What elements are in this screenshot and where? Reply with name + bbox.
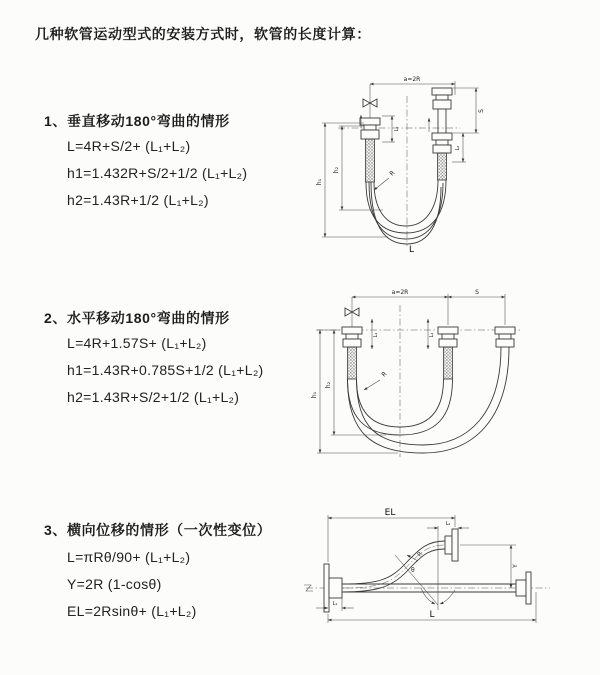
dim-label-s: S <box>478 109 485 113</box>
diagram-vertical-180 <box>308 70 553 255</box>
dim-label-l1: L₁ <box>394 126 400 132</box>
dim-label-theta: θ <box>411 567 415 574</box>
section-2-formula-h1: h1=1.43R+0.785S+1/2 (L₁+L₂) <box>67 362 264 378</box>
dim-label-a2r: a=2R <box>391 289 409 296</box>
dim-label-h2: h₂ <box>325 381 332 389</box>
dim-stroke <box>453 88 485 133</box>
valve-icon <box>363 84 377 118</box>
dim-y <box>460 545 519 588</box>
dim-label-l1: L₁ <box>373 332 379 338</box>
dim-l1 <box>372 319 379 349</box>
section-1-formula-h2: h2=1.43R+1/2 (L₁+L₂) <box>67 192 209 208</box>
dim-label-length: L <box>409 245 415 255</box>
dim-label-r: R <box>388 169 397 178</box>
right-fitting-moved <box>495 327 515 347</box>
valve-icon <box>345 297 359 327</box>
left-fitting <box>342 327 362 347</box>
diagram-horizontal-180 <box>306 283 541 463</box>
section-2-formula-L: L=4R+1.57S+ (L₁+L₂) <box>67 335 207 351</box>
braided-hose-left <box>366 139 375 182</box>
braided-hose-left <box>348 347 357 379</box>
right-fitting-lower <box>432 133 452 153</box>
hose-curves <box>348 347 510 453</box>
dim-l2 <box>428 319 435 349</box>
braided-hose-middle <box>444 347 453 379</box>
dim-label-l2: L₂ <box>455 145 461 151</box>
dim-radius <box>374 170 396 190</box>
right-flange <box>516 572 531 604</box>
dim-length <box>328 592 536 623</box>
section-3-heading: 3、横向位移的情形（一次性变位） <box>44 522 272 538</box>
dim-el <box>328 508 455 562</box>
dim-l1 <box>316 598 354 611</box>
section-1-formula-h1: h1=1.432R+S/2+1/2 (L₁+L₂) <box>67 165 248 181</box>
dim-label-s: S <box>475 289 479 296</box>
page-title: 几种软管运动型式的安装方式时，软管的长度计算： <box>35 26 371 42</box>
left-fitting <box>360 118 380 139</box>
section-3-formula-EL: EL=2Rsinθ+ (L₁+L₂) <box>67 603 197 619</box>
section-2-formula-h2: h2=1.43R+S/2+1/2 (L₁+L₂) <box>67 389 240 405</box>
section-1-formula-L: L=4R+S/2+ (L₁+L₂) <box>67 138 191 154</box>
section-3-formula-L: L=πRθ/90+ (L₁+L₂) <box>67 549 191 565</box>
diagram-lateral-displacement <box>298 500 590 658</box>
dim-label-a2r: a=2R <box>403 76 421 83</box>
dim-l1 <box>382 116 400 142</box>
dim-label-l2: L₂ <box>445 521 451 527</box>
dim-label-el: EL <box>384 508 396 518</box>
right-fitting-upper <box>432 88 452 133</box>
upper-flange <box>445 529 458 561</box>
dim-label-y: Y <box>512 564 519 568</box>
hose-curves <box>366 180 446 244</box>
section-3-formula-Y: Y=2R (1-cosθ) <box>67 576 162 592</box>
middle-fitting <box>438 327 458 347</box>
dim-span <box>352 289 505 325</box>
dim-label-h1: h₁ <box>311 391 318 399</box>
dim-l2 <box>427 521 469 528</box>
section-1-heading: 1、垂直移动180°弯曲的情形 <box>44 113 230 129</box>
dim-label-l1: L₁ <box>332 601 338 607</box>
braided-hose-right <box>438 153 447 180</box>
dim-l2 <box>452 133 466 162</box>
dim-label-h1: h₁ <box>316 178 323 186</box>
dim-radius <box>364 371 388 390</box>
dim-label-length: L <box>429 610 435 620</box>
dim-label-r: R <box>416 550 425 559</box>
dim-h1 <box>316 123 388 237</box>
dim-label-h2: h₂ <box>333 166 340 174</box>
dim-label-l2: L₂ <box>429 332 435 338</box>
section-2-heading: 2、水平移动180°弯曲的情形 <box>44 310 230 326</box>
dim-label-r: R <box>380 370 389 379</box>
